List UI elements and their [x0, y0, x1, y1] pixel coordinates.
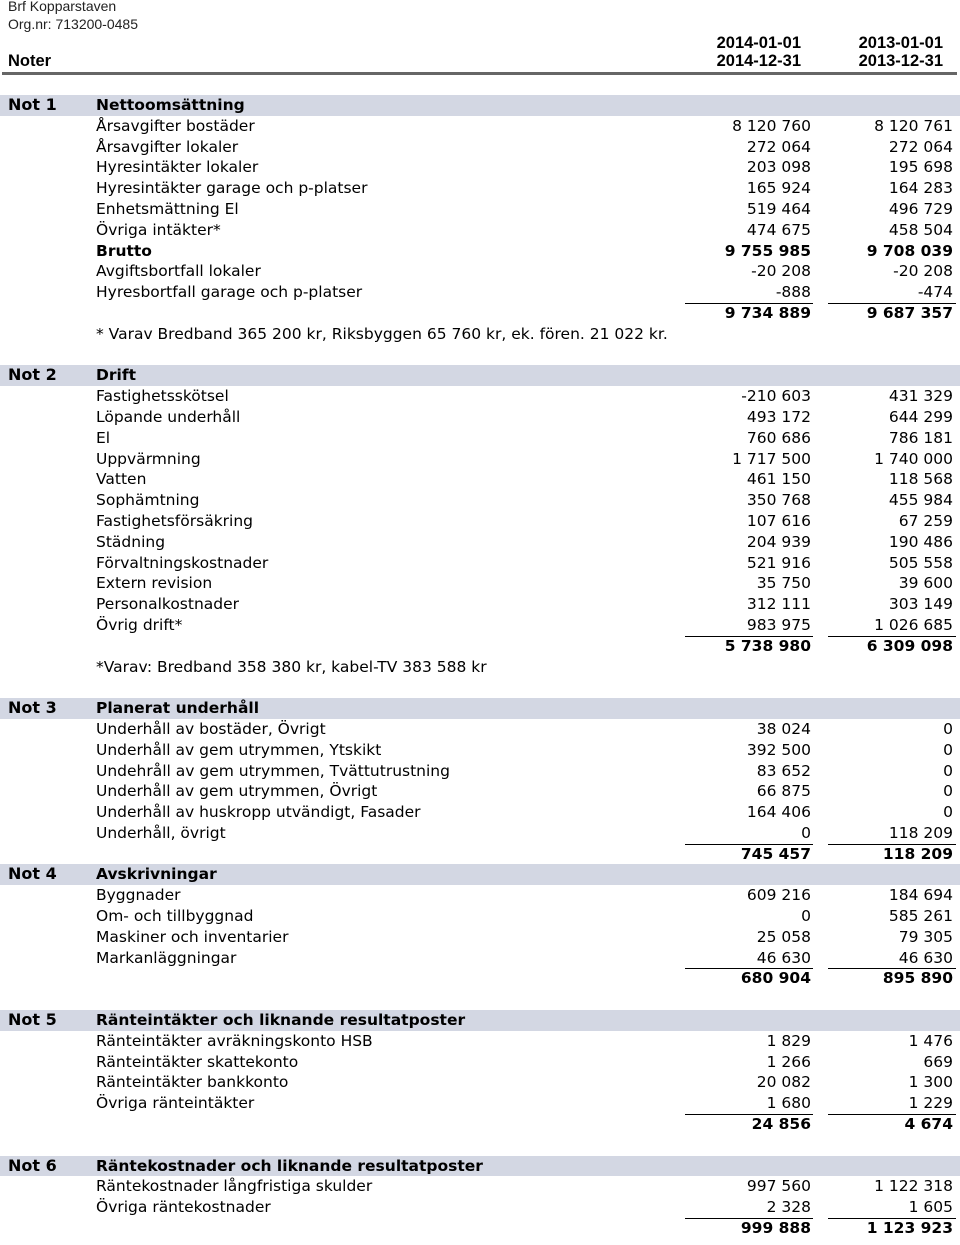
value-2013: -474 [917, 283, 953, 302]
row-label: Övriga intäkter* [96, 220, 221, 239]
table-row [0, 220, 960, 241]
value-2014: 461 150 [746, 470, 811, 489]
value-2014: 609 216 [746, 886, 811, 905]
row-label: Övriga ränteintäkter [96, 1094, 255, 1113]
value-2014: 493 172 [746, 407, 811, 426]
value-2013: 6 309 098 [866, 636, 953, 655]
value-2013: 195 698 [888, 158, 953, 177]
row-label: Avgiftsbortfall lokaler [96, 262, 261, 281]
value-2013: 1 605 [908, 1198, 953, 1217]
row-label: Underhåll, övrigt [96, 823, 226, 842]
value-2013: 184 694 [888, 886, 953, 905]
value-2013: 1 229 [908, 1094, 953, 1113]
value-2014: -888 [775, 283, 811, 302]
value-2014: 83 652 [756, 761, 811, 780]
table-row [0, 1093, 960, 1114]
value-2014: 519 464 [746, 199, 811, 218]
note-section-header [0, 1010, 960, 1031]
value-2014: 474 675 [746, 220, 811, 239]
table-row [0, 1197, 960, 1218]
value-2014: 350 768 [746, 491, 811, 510]
subtotal-row [0, 844, 960, 865]
value-2014: 204 939 [746, 532, 811, 551]
value-2014: 203 098 [746, 158, 811, 177]
row-label: Ränteintäkter och liknande resultatposter [96, 1011, 466, 1030]
value-2014: 25 058 [756, 927, 811, 946]
value-2014: 997 560 [746, 1177, 811, 1196]
row-label: Drift [96, 366, 136, 385]
value-2014: -20 208 [751, 262, 811, 281]
row-label: Uppvärmning [96, 449, 201, 468]
value-2014: 8 120 760 [732, 116, 811, 135]
table-row [0, 1052, 960, 1073]
row-label: El [96, 428, 111, 447]
value-2013: 272 064 [888, 137, 953, 156]
table-row [0, 823, 960, 844]
table-row [0, 324, 960, 345]
value-2014: 107 616 [746, 511, 811, 530]
table-row [0, 781, 960, 802]
table-row [0, 490, 960, 511]
value-2014: -210 603 [741, 387, 811, 406]
value-2014: 46 630 [756, 948, 811, 967]
value-2013: 455 984 [888, 491, 953, 510]
row-label: Städning [96, 532, 166, 551]
value-2014: 312 111 [746, 595, 811, 614]
subtotal-row [0, 968, 960, 989]
period1-start: 2014-01-01 [716, 34, 801, 52]
spacer-row [0, 1135, 960, 1156]
value-2014: 9 755 985 [724, 241, 811, 260]
table-row [0, 553, 960, 574]
value-2013: 46 630 [898, 948, 953, 967]
row-label: Nettoomsättning [96, 96, 245, 114]
note-number: Not 2 [8, 365, 57, 385]
row-label: Hyresintäkter lokaler [96, 158, 259, 177]
value-2013: 644 299 [888, 407, 953, 426]
period2-end: 2013-12-31 [858, 52, 943, 70]
value-2013: 8 120 761 [874, 116, 953, 135]
row-label: Brutto [96, 241, 152, 260]
note-section-header [0, 698, 960, 719]
value-2013: 118 209 [888, 823, 953, 842]
row-label: Löpande underhåll [96, 407, 241, 426]
row-label: Vatten [96, 470, 147, 489]
value-2014: 1 680 [766, 1094, 811, 1113]
note-number: Not 1 [8, 95, 57, 114]
row-label: Personalkostnader [96, 595, 240, 614]
row-label: Årsavgifter bostäder [96, 116, 255, 135]
table-row [0, 261, 960, 282]
row-label: Fastighetsskötsel [96, 387, 229, 406]
value-2014: 0 [801, 907, 811, 926]
value-2013: 431 329 [888, 387, 953, 406]
value-2013: 0 [943, 782, 953, 801]
value-2014: 66 875 [756, 782, 811, 801]
value-2014: 521 916 [746, 553, 811, 572]
value-2013: 118 209 [882, 844, 953, 863]
row-label: Enhetsmättning El [96, 199, 239, 218]
table-row [0, 157, 960, 178]
table-row [0, 241, 960, 262]
row-label: Räntekostnader långfristiga skulder [96, 1177, 373, 1196]
value-2014: 5 738 980 [724, 636, 811, 655]
value-2014: 745 457 [740, 844, 811, 863]
row-label: Hyresintäkter garage och p-platser [96, 179, 368, 198]
row-label: Övriga räntekostnader [96, 1198, 271, 1217]
value-2013: 1 123 923 [866, 1219, 953, 1238]
value-2013: 9 687 357 [866, 303, 953, 322]
value-2014: 1 717 500 [732, 449, 811, 468]
table-row [0, 199, 960, 220]
value-2013: 496 729 [888, 199, 953, 218]
table-row [0, 719, 960, 740]
subtotal-row [0, 636, 960, 657]
period2-start: 2013-01-01 [858, 34, 943, 52]
table-row [0, 116, 960, 137]
row-label: Räntekostnader och liknande resultatposter [96, 1156, 483, 1175]
value-2013: 786 181 [888, 428, 953, 447]
value-2014: 392 500 [746, 740, 811, 759]
table-row [0, 594, 960, 615]
value-2014: 24 856 [751, 1115, 811, 1134]
row-label: Hyresbortfall garage och p-platser [96, 283, 363, 302]
table-row [0, 657, 960, 678]
note-number: Not 3 [8, 698, 57, 718]
subtotal-row [0, 1114, 960, 1135]
row-label: * Varav Bredband 365 200 kr, Riksbyggen 65 760 kr, ek. fören. 21 022 kr. [96, 324, 668, 343]
org-number: Org.nr: 713200-0485 [8, 16, 138, 32]
notes-table [0, 95, 960, 1239]
note-section-header [0, 1156, 960, 1177]
row-label: Planerat underhåll [96, 699, 260, 718]
value-2013: 585 261 [888, 907, 953, 926]
row-label: *Varav: Bredband 358 380 kr, kabel-TV 383 588 kr [96, 657, 487, 676]
row-label: Fastighetsförsäkring [96, 511, 254, 530]
table-row [0, 1031, 960, 1052]
value-2014: 35 750 [756, 574, 811, 593]
value-2014: 999 888 [740, 1219, 811, 1238]
table-row [0, 449, 960, 470]
value-2013: 1 026 685 [874, 615, 953, 634]
value-2014: 680 904 [740, 969, 811, 988]
table-row [0, 1072, 960, 1093]
value-2013: 669 [923, 1052, 953, 1071]
table-row [0, 469, 960, 490]
row-label: Årsavgifter lokaler [96, 137, 239, 156]
subtotal-row [0, 303, 960, 324]
value-2013: 505 558 [888, 553, 953, 572]
subtotal-row [0, 1218, 960, 1239]
value-2013: 190 486 [888, 532, 953, 551]
table-row [0, 761, 960, 782]
table-row [0, 511, 960, 532]
row-label: Markanläggningar [96, 948, 237, 967]
value-2014: 1 266 [766, 1052, 811, 1071]
value-2013: 39 600 [898, 574, 953, 593]
row-label: Avskrivningar [96, 865, 217, 884]
value-2013: -20 208 [893, 262, 953, 281]
table-row [0, 178, 960, 199]
table-row [0, 573, 960, 594]
table-row [0, 802, 960, 823]
row-label: Undehråll av gem utrymmen, Tvättutrustning [96, 761, 450, 780]
value-2014: 2 328 [766, 1198, 811, 1217]
value-2013: 303 149 [888, 595, 953, 614]
row-label: Ränteintäkter bankkonto [96, 1073, 289, 1092]
table-row [0, 885, 960, 906]
value-2013: 4 674 [904, 1115, 953, 1134]
table-row [0, 906, 960, 927]
value-2013: 895 890 [882, 969, 953, 988]
header-rule [2, 72, 957, 75]
value-2013: 0 [943, 761, 953, 780]
table-row [0, 948, 960, 969]
row-label: Underhåll av gem utrymmen, Övrigt [96, 782, 378, 801]
value-2014: 1 829 [766, 1031, 811, 1050]
row-label: Ränteintäkter skattekonto [96, 1052, 299, 1071]
value-2014: 760 686 [746, 428, 811, 447]
note-number: Not 5 [8, 1010, 57, 1030]
value-2013: 0 [943, 803, 953, 822]
value-2013: 118 568 [888, 470, 953, 489]
table-row [0, 386, 960, 407]
table-row [0, 740, 960, 761]
value-2014: 0 [801, 823, 811, 842]
row-label: Byggnader [96, 886, 181, 905]
table-row [0, 927, 960, 948]
table-row [0, 407, 960, 428]
spacer-row [0, 989, 960, 1010]
spacer-row [0, 345, 960, 366]
value-2013: 1 122 318 [874, 1177, 953, 1196]
value-2013: 164 283 [888, 179, 953, 198]
value-2013: 0 [943, 719, 953, 738]
note-section-header [0, 95, 960, 116]
note-number: Not 4 [8, 864, 57, 884]
row-label: Maskiner och inventarier [96, 927, 289, 946]
note-section-header [0, 365, 960, 386]
value-2013: 1 740 000 [874, 449, 953, 468]
period1-end: 2014-12-31 [716, 52, 801, 70]
value-2013: 0 [943, 740, 953, 759]
spacer-row [0, 677, 960, 698]
value-2013: 67 259 [898, 511, 953, 530]
value-2014: 165 924 [746, 179, 811, 198]
value-2013: 9 708 039 [866, 241, 953, 260]
value-2013: 458 504 [888, 220, 953, 239]
row-label: Om- och tillbyggnad [96, 907, 254, 926]
row-label: Ränteintäkter avräkningskonto HSB [96, 1031, 373, 1050]
row-label: Övrig drift* [96, 615, 183, 634]
row-label: Underhåll av huskropp utvändigt, Fasader [96, 803, 421, 822]
table-row [0, 137, 960, 158]
value-2013: 1 300 [908, 1073, 953, 1092]
row-label: Förvaltningskostnader [96, 553, 269, 572]
value-2013: 1 476 [908, 1031, 953, 1050]
noter-heading: Noter [8, 52, 52, 70]
value-2014: 983 975 [746, 615, 811, 634]
table-row [0, 532, 960, 553]
value-2014: 164 406 [746, 803, 811, 822]
value-2014: 38 024 [756, 719, 811, 738]
note-number: Not 6 [8, 1155, 57, 1175]
value-2014: 9 734 889 [724, 303, 811, 322]
note-section-header [0, 864, 960, 885]
row-label: Extern revision [96, 574, 213, 593]
table-row [0, 428, 960, 449]
value-2014: 272 064 [746, 137, 811, 156]
row-label: Underhåll av gem utrymmen, Ytskikt [96, 740, 382, 759]
value-2013: 79 305 [898, 927, 953, 946]
org-name: Brf Kopparstaven [8, 0, 117, 14]
row-label: Sophämtning [96, 491, 200, 510]
table-row [0, 282, 960, 303]
row-label: Underhåll av bostäder, Övrigt [96, 719, 326, 738]
table-row [0, 1176, 960, 1197]
value-2014: 20 082 [756, 1073, 811, 1092]
table-row [0, 615, 960, 636]
